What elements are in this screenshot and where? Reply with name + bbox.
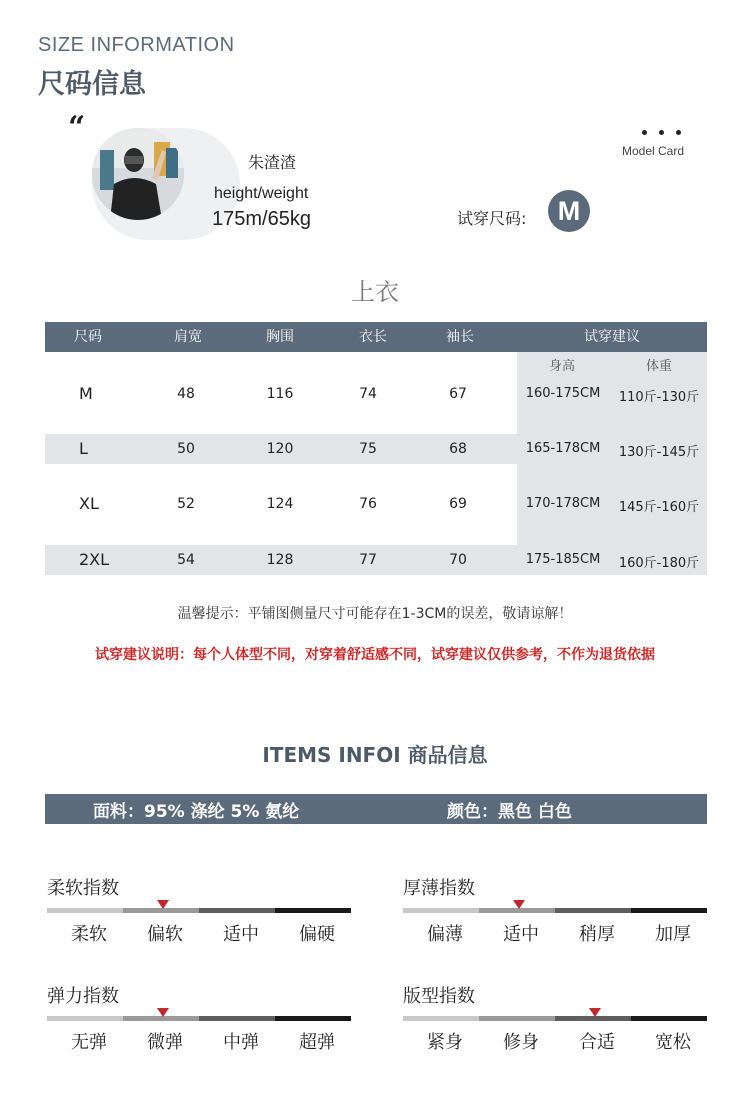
cell-sleeve: 67 — [449, 386, 467, 402]
index-level-label: 偏薄 — [427, 924, 463, 945]
cell-shoulder: 52 — [177, 496, 195, 512]
cell-height: 175-185CM — [525, 552, 601, 567]
cell-size: L — [79, 439, 88, 458]
index-level-label: 紧身 — [427, 1032, 463, 1053]
fabric-bar — [45, 794, 707, 824]
more-dots-icon — [640, 128, 692, 138]
selected-level-marker-icon — [157, 1008, 169, 1017]
header-length: 衣长 — [359, 329, 387, 345]
cell-height: 165-178CM — [525, 441, 601, 456]
cell-size: XL — [79, 494, 99, 513]
index-level-label: 稍厚 — [579, 924, 615, 945]
cell-length: 77 — [359, 552, 377, 568]
index-level-label: 微弹 — [147, 1032, 183, 1053]
color-info: 颜色：黑色 白色 — [447, 802, 572, 822]
section-title-cn: 尺码信息 — [38, 69, 146, 100]
cell-shoulder: 54 — [177, 552, 195, 568]
cell-sleeve: 70 — [449, 552, 467, 568]
scale-segment — [555, 908, 631, 913]
index-level-label: 偏软 — [147, 924, 183, 945]
cell-length: 76 — [359, 496, 377, 512]
measurement-tip: 温馨提示：平铺图侧量尺寸可能存在1-3CM的误差，敬请谅解！ — [177, 606, 573, 622]
cell-weight: 130斤-145斤 — [618, 445, 700, 460]
recommendation-note: 试穿建议说明：每个人体型不同，对穿着舒适感不同，试穿建议仅供参考，不作为退货依据 — [95, 647, 655, 663]
index-title: 版型指数 — [403, 986, 475, 1007]
index-level-label: 合适 — [579, 1032, 615, 1053]
scale-segment — [403, 1016, 479, 1021]
scale-segment — [479, 1016, 555, 1021]
model-card-label: Model Card — [622, 144, 685, 158]
cell-shoulder: 48 — [177, 386, 195, 402]
index-level-label: 宽松 — [655, 1032, 691, 1053]
scale-segment — [631, 908, 707, 913]
index-level-label: 中弹 — [223, 1032, 259, 1053]
selected-level-marker-icon — [589, 1008, 601, 1017]
cell-shoulder: 50 — [177, 441, 195, 457]
cell-weight: 160斤-180斤 — [618, 556, 700, 571]
index-title: 柔软指数 — [47, 878, 119, 899]
table-row — [45, 439, 707, 459]
table-row — [45, 494, 707, 514]
cell-size: M — [79, 384, 93, 403]
cell-weight: 145斤-160斤 — [618, 500, 700, 515]
fabric-info: 面料：95% 涤纶 5% 氨纶 — [93, 802, 300, 822]
try-size-label: 试穿尺码: — [457, 209, 527, 228]
table-row — [45, 550, 707, 570]
index-level-label: 柔软 — [71, 924, 107, 945]
index-level-label: 偏硬 — [299, 924, 335, 945]
index-level-label: 无弹 — [71, 1032, 107, 1053]
index-scale-bar — [47, 908, 351, 913]
avatar — [92, 128, 184, 220]
cell-height: 160-175CM — [525, 386, 601, 401]
model-name: 朱渣渣 — [248, 153, 297, 172]
index-level-label: 适中 — [223, 924, 259, 945]
index-level-label: 修身 — [503, 1032, 539, 1053]
header-recommendation: 试穿建议 — [584, 329, 640, 345]
index-title: 厚薄指数 — [403, 878, 475, 899]
model-photo-icon — [92, 128, 184, 220]
index-scale-bar — [403, 908, 707, 913]
table-row — [45, 384, 707, 404]
scale-segment — [199, 908, 275, 913]
try-size-badge: M — [548, 190, 590, 232]
section-title-en: SIZE INFORMATION — [38, 34, 235, 56]
header-sleeve: 袖长 — [446, 329, 474, 345]
index-scale-bar — [403, 1016, 707, 1021]
height-weight-value: 175m/65kg — [212, 208, 311, 230]
scale-segment — [631, 1016, 707, 1021]
header-chest: 胸围 — [266, 329, 294, 345]
header-size: 尺码 — [74, 329, 102, 345]
cell-chest: 128 — [266, 552, 294, 568]
items-info-title: ITEMS INFOI 商品信息 — [262, 743, 488, 767]
size-table-header — [45, 322, 707, 352]
cell-weight: 110斤-130斤 — [618, 390, 700, 405]
index-title: 弹力指数 — [47, 986, 119, 1007]
index-level-label: 加厚 — [655, 924, 691, 945]
cell-height: 170-178CM — [525, 496, 601, 511]
cell-size: 2XL — [79, 550, 110, 569]
cell-chest: 120 — [266, 441, 294, 457]
cell-length: 75 — [359, 441, 377, 457]
cell-sleeve: 69 — [449, 496, 467, 512]
selected-level-marker-icon — [513, 900, 525, 909]
subheader-height: 身高 — [548, 359, 575, 374]
cell-length: 74 — [359, 386, 377, 402]
scale-segment — [199, 1016, 275, 1021]
scale-segment — [403, 908, 479, 913]
index-level-label: 适中 — [503, 924, 539, 945]
scale-segment — [275, 908, 351, 913]
size-table-title: 上衣 — [351, 278, 399, 306]
quote-mark: “ — [68, 110, 86, 145]
scale-segment — [275, 1016, 351, 1021]
subheader-weight: 体重 — [645, 359, 672, 374]
scale-segment — [47, 908, 123, 913]
selected-level-marker-icon — [157, 900, 169, 909]
index-scale-bar — [47, 1016, 351, 1021]
cell-chest: 124 — [266, 496, 294, 512]
height-weight-label: height/weight — [214, 185, 309, 202]
scale-segment — [47, 1016, 123, 1021]
cell-sleeve: 68 — [449, 441, 467, 457]
header-shoulder: 肩宽 — [174, 329, 202, 345]
index-level-label: 超弹 — [299, 1032, 335, 1053]
cell-chest: 116 — [266, 386, 294, 402]
